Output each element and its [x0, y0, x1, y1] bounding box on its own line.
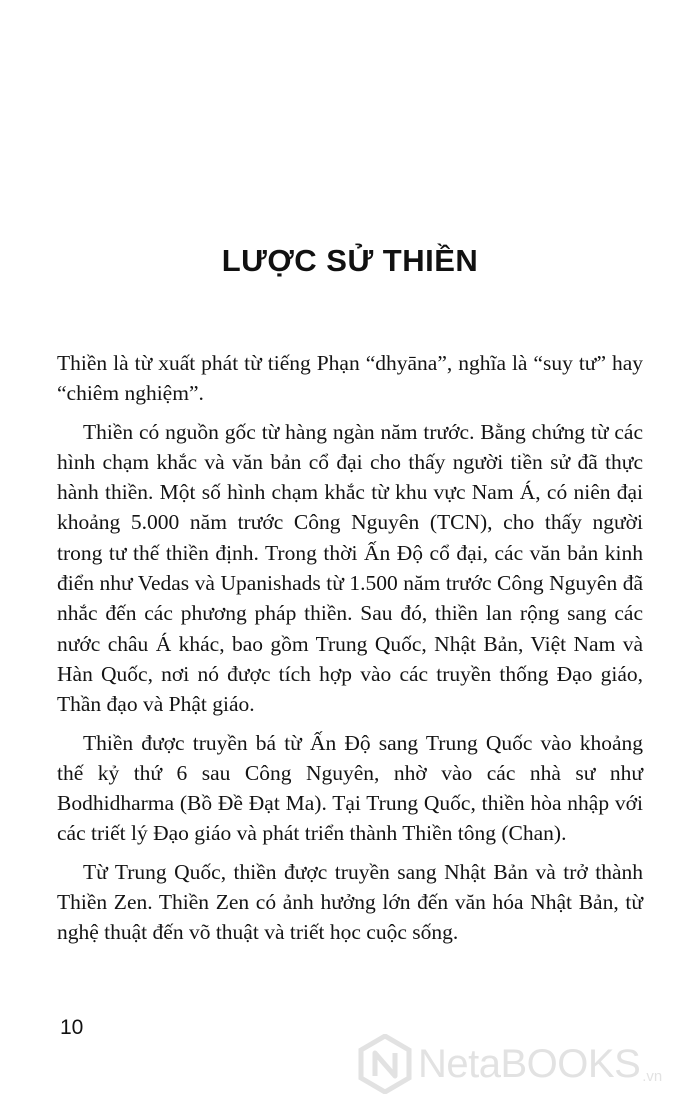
paragraph-4: Từ Trung Quốc, thiền được truyền sang Nhật Bản và trở thành Thiền Zen. Thiền Zen có ảnh hưởng lớn đến văn hóa Nhật Bản, từ nghệ thuật đến võ thuật và triết học cuộc sống. [57, 859, 643, 945]
chapter-title: LƯỢC SỬ THIỀN [221, 242, 479, 278]
chapter-body [57, 348, 643, 956]
page-number: 10 [60, 1016, 84, 1039]
watermark-suffix: .vn [642, 1067, 663, 1085]
watermark [358, 1034, 666, 1094]
netabooks-logo-icon [358, 1034, 412, 1094]
watermark-brand: NetaBOOKS [418, 1041, 641, 1086]
paragraph-2: Thiền có nguồn gốc từ hàng ngàn năm trước. Bằng chứng từ các hình chạm khắc và văn bản cổ đại cho thấy người tiền sử đã thực hành thiền. Một số hình chạm khắc từ khu vực Nam Á, có niên đại khoảng 5.000 năm trước Công Nguyên (TCN), cho thấy người trong tư thế thiền định. Trong thời Ấn Độ cổ đại, các văn bản kinh điển như Vedas và Upanishads từ 1.500 năm trước Công Nguyên đã nhắc đến các phương pháp thiền. Sau đó, thiền lan rộng sang các nước châu Á khác, bao gồm Trung Quốc, Nhật Bản, Việt Nam và Hàn Quốc, nơi nó được tích hợp vào các truyền thống Đạo giáo, Thần đạo và Phật giáo. [57, 419, 643, 717]
paragraph-1: Thiền là từ xuất phát từ tiếng Phạn “dhyāna”, nghĩa là “suy tư” hay “chiêm nghiệm”. [57, 351, 643, 406]
paragraph-3: Thiền được truyền bá từ Ấn Độ sang Trung Quốc vào khoảng thế kỷ thứ 6 sau Công Nguyên, nhờ vào các nhà sư như Bodhidharma (Bồ Đề Đạt Ma). Tại Trung Quốc, thiền hòa nhập với các triết lý Đạo giáo và phát triển thành Thiền tông (Chan). [57, 730, 643, 846]
